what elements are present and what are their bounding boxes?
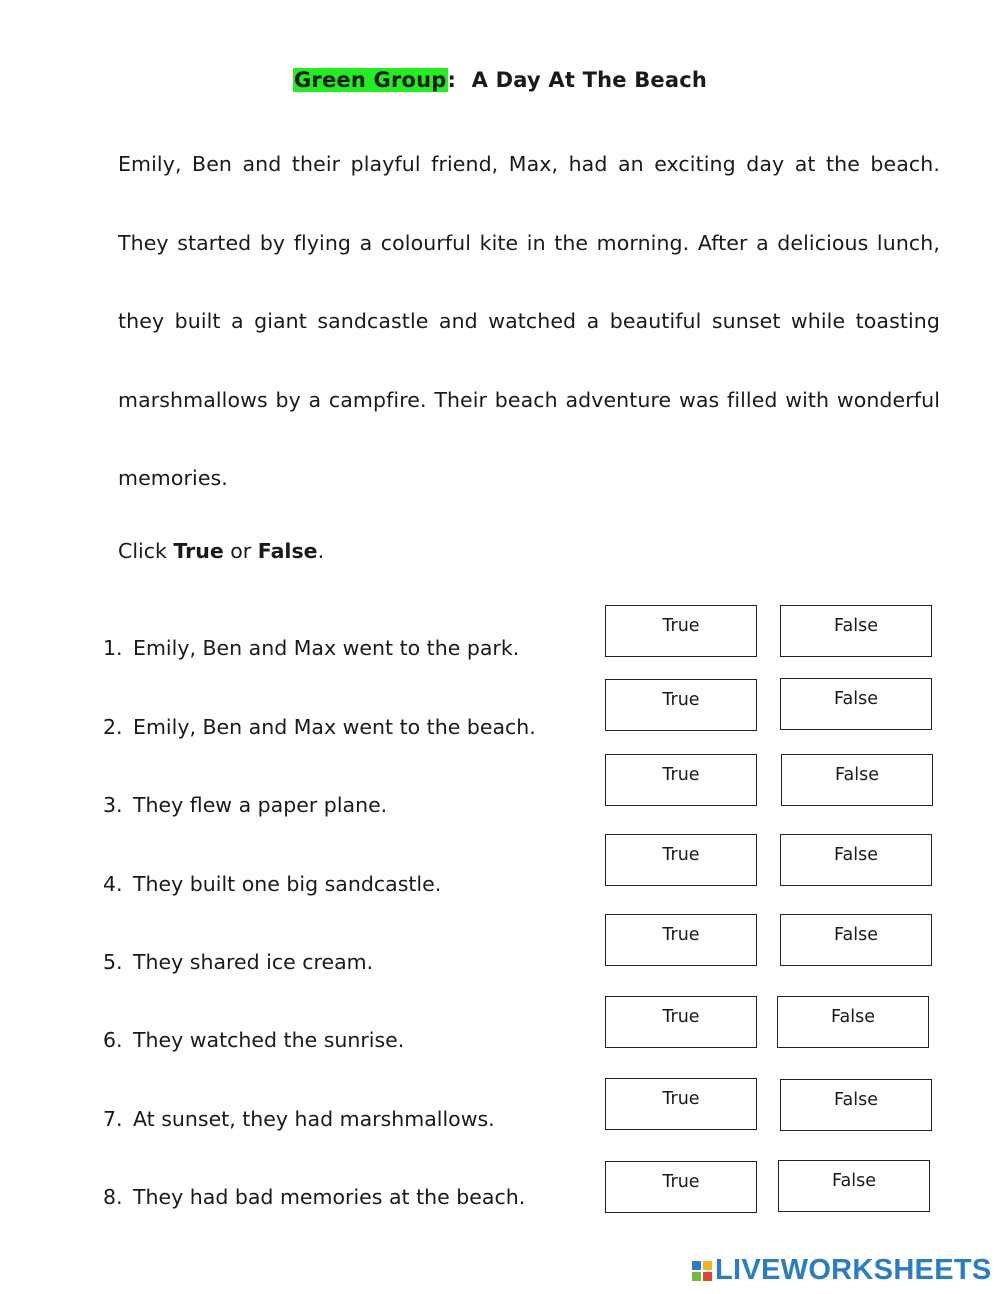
q8-true-button[interactable]: True (605, 1161, 757, 1213)
question-2 (103, 715, 536, 739)
q4-true-button[interactable]: True (605, 834, 757, 886)
q1-false-button[interactable]: False (780, 605, 932, 657)
worksheet-title (0, 68, 1000, 92)
question-number: 5. (103, 950, 123, 974)
group-name-highlight: Green Group (293, 68, 447, 92)
question-text: They watched the sunrise. (133, 1028, 405, 1052)
q4-false-button[interactable]: False (780, 834, 932, 886)
question-number: 6. (103, 1028, 123, 1052)
question-7 (103, 1107, 495, 1131)
q6-true-button[interactable]: True (605, 996, 757, 1048)
question-1 (103, 636, 519, 660)
liveworksheets-logo (692, 1254, 992, 1287)
q2-true-button[interactable]: True (605, 679, 757, 731)
logo-blocks-icon (692, 1261, 712, 1281)
instruction-prefix: Click (118, 539, 167, 563)
question-8 (103, 1185, 525, 1209)
q7-false-button[interactable]: False (780, 1079, 932, 1131)
q3-false-button[interactable]: False (781, 754, 933, 806)
question-text: They flew a paper plane. (133, 793, 388, 817)
q5-true-button[interactable]: True (605, 914, 757, 966)
question-number: 8. (103, 1185, 123, 1209)
instruction-suffix: . (317, 539, 325, 563)
question-3 (103, 793, 387, 817)
question-text: They shared ice cream. (133, 950, 374, 974)
question-text: Emily, Ben and Max went to the park. (133, 636, 520, 660)
q3-true-button[interactable]: True (605, 754, 757, 806)
question-text: They had bad memories at the beach. (133, 1185, 526, 1209)
story-title: A Day At The Beach (471, 68, 708, 92)
question-number: 1. (103, 636, 123, 660)
instruction-false-word: False (257, 539, 318, 563)
q1-true-button[interactable]: True (605, 605, 757, 657)
instruction-true-word: True (173, 539, 224, 563)
q2-false-button[interactable]: False (780, 678, 932, 730)
question-4 (103, 872, 441, 896)
question-number: 4. (103, 872, 123, 896)
title-separator: : (447, 68, 457, 92)
question-5 (103, 950, 373, 974)
question-6 (103, 1028, 404, 1052)
question-text: At sunset, they had marshmallows. (133, 1107, 495, 1131)
q6-false-button[interactable]: False (777, 996, 929, 1048)
reading-passage: Emily, Ben and their playful friend, Max, had an exciting day at the beach. They started by flying a colourful kite in the morning. After a delicious lunch, they built a giant sandcastle and watched a beautiful sunset while toasting marshmallows by a campfire. Their beach adventure was filled with wonderful memories. (118, 152, 940, 490)
q5-false-button[interactable]: False (780, 914, 932, 966)
logo-wordmark: LIVEWORKSHEETS (715, 1254, 992, 1286)
question-text: Emily, Ben and Max went to the beach. (133, 715, 536, 739)
q8-false-button[interactable]: False (778, 1160, 930, 1212)
question-text: They built one big sandcastle. (133, 872, 442, 896)
question-number: 7. (103, 1107, 123, 1131)
instruction-text (118, 539, 324, 563)
q7-true-button[interactable]: True (605, 1078, 757, 1130)
question-number: 2. (103, 715, 123, 739)
question-number: 3. (103, 793, 123, 817)
instruction-middle: or (230, 539, 252, 563)
